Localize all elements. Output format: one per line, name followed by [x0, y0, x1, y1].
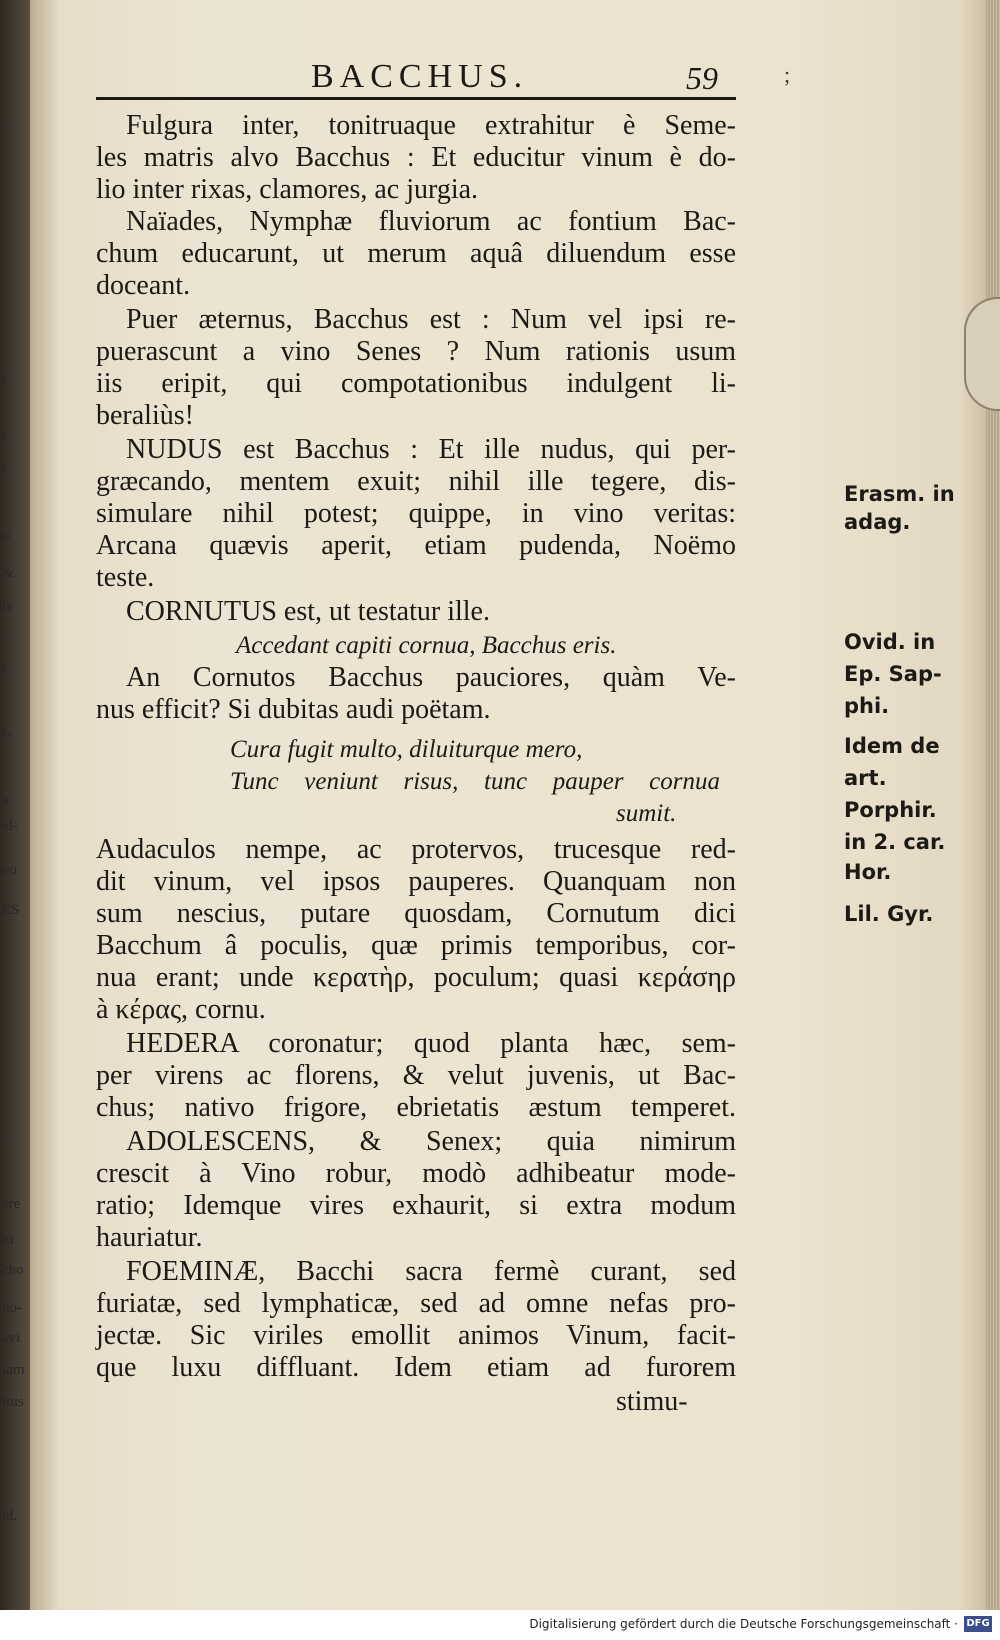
margin-note: Porphir.: [844, 798, 937, 822]
text-line: jectæ. Sic viriles emollit animos Vinum, facit-: [96, 1320, 736, 1351]
dfg-logo: DFG: [964, 1616, 992, 1632]
text-line: An Cornutos Bacchus pauciores, quàm Ve-: [126, 662, 736, 693]
prev-fragment: ul.: [2, 1508, 18, 1524]
text-line: NUDUS est Bacchus : Et ille nudus, qui per-: [126, 434, 736, 465]
bookmark-tab: [964, 297, 1000, 411]
verse-line: sumit.: [616, 800, 677, 827]
footer-bar: [0, 1610, 1000, 1640]
prev-fragment: cho: [2, 1262, 24, 1278]
page-edge-stack: [986, 0, 1000, 1610]
text-line: per virens ac florens, & velut juvenis, ut Bac-: [96, 1060, 736, 1091]
text-line: furiatæ, sed lymphaticæ, sed ad omne nefas pro-: [96, 1288, 736, 1319]
prev-fragment: i: [2, 662, 7, 678]
prev-fragment: ho-: [2, 1300, 22, 1316]
prev-fragment: ES: [2, 902, 20, 918]
text-line: puerascunt a vino Senes ? Num rationis usum: [96, 336, 736, 367]
prev-fragment: el-: [2, 818, 18, 834]
text-line: ratio; Idemque vires exhaurit, si extra modum: [96, 1190, 736, 1221]
prev-fragment: ou: [2, 862, 17, 878]
margin-note: Hor.: [844, 860, 892, 884]
prev-fragment: avi: [2, 1330, 21, 1346]
page-header: [96, 58, 791, 98]
prev-fragment: is: [2, 598, 13, 614]
margin-note: Ovid. in: [844, 630, 936, 654]
text-line: crescit à Vino robur, modò adhibeatur mode-: [96, 1158, 736, 1189]
text-line: doceant.: [96, 270, 191, 301]
verse-line: Accedant capiti cornua, Bacchus eris.: [236, 632, 617, 659]
text-line: chus; nativo frigore, ebrietatis æstum temperet.: [96, 1092, 736, 1123]
margin-note: in 2. car.: [844, 830, 946, 854]
prev-fragment: t: [2, 430, 7, 446]
text-line: FOEMINÆ, Bacchi sacra fermè curant, sed: [126, 1256, 736, 1287]
header-mark: ;: [784, 62, 791, 87]
catchword: stimu-: [616, 1386, 688, 1417]
text-line: nua erant; unde κερατὴρ, poculum; quasi κεράσηρ: [96, 962, 736, 993]
prev-fragment: c: [2, 370, 9, 386]
running-head: BACCHUS.: [311, 58, 529, 95]
text-line: dit vinum, vel ipsos pauperes. Quanquam non: [96, 866, 736, 897]
prev-fragment: i-: [2, 726, 12, 742]
margin-note: phi.: [844, 694, 890, 718]
text-line: beraliùs!: [96, 400, 194, 431]
text-line: teste.: [96, 562, 155, 593]
prev-fragment: &: [2, 565, 14, 581]
verse-line: Tunc veniunt risus, tunc pauper cornua: [230, 768, 720, 795]
text-line: simulare nihil potest; quippe, in vino veritas:: [96, 498, 736, 529]
margin-note: art.: [844, 766, 887, 790]
text-line: HEDERA coronatur; quod planta hæc, sem-: [126, 1028, 736, 1059]
text-line: Puer æternus, Bacchus est : Num vel ipsi re-: [126, 304, 736, 335]
margin-note: Idem de: [844, 734, 940, 758]
prev-fragment: ere: [2, 1196, 21, 1212]
prev-fragment: a: [2, 792, 9, 808]
text-line: que luxu diffluant. Idem etiam ad furorem: [96, 1352, 736, 1383]
text-line: Audaculos nempe, ac protervos, trucesque red-: [96, 834, 736, 865]
text-line: Fulgura inter, tonitruaque extrahitur è Seme-: [126, 110, 736, 141]
margin-note: Erasm. in: [844, 482, 955, 506]
margin-note: Lil. Gyr.: [844, 902, 934, 926]
prev-fragment: o: [2, 528, 10, 544]
prev-fragment: i: [2, 462, 7, 478]
margin-note: adag.: [844, 510, 911, 534]
text-line: græcando, mentem exuit; nihil ille tegere, dis-: [96, 466, 736, 497]
text-line: ADOLESCENS, & Senex; quia nimirum: [126, 1126, 736, 1157]
margin-note: Ep. Sap-: [844, 662, 942, 686]
previous-page-fragments: [0, 0, 26, 1610]
prev-fragment: tu: [2, 1232, 14, 1248]
text-line: Naïades, Nymphæ fluviorum ac fontium Bac-: [126, 206, 736, 237]
text-line: chum educarunt, ut merum aquâ diluendum esse: [96, 238, 736, 269]
text-line: hauriatur.: [96, 1222, 203, 1253]
text-line: Bacchum â poculis, quæ primis temporibus, cor-: [96, 930, 736, 961]
text-line: lio inter rixas, clamores, ac jurgia.: [96, 174, 479, 205]
prev-fragment: itus: [2, 1394, 24, 1410]
text-line: les matris alvo Bacchus : Et educitur vinum è do-: [96, 142, 736, 173]
text-line: nus efficit? Si dubitas audi poëtam.: [96, 694, 491, 725]
verse-line: Cura fugit multo, diluiturque mero,: [230, 736, 583, 763]
funding-notice: Digitalisierung gefördert durch die Deutsche Forschungsgemeinschaft ·: [529, 1617, 958, 1631]
header-rule: [96, 97, 736, 100]
page-number: 59: [686, 60, 718, 96]
prev-fragment: iam: [2, 1362, 25, 1378]
text-line: Arcana quævis aperit, etiam pudenda, Noëmo: [96, 530, 736, 561]
text-line: à κέρας, cornu.: [96, 994, 266, 1025]
text-line: sum nescius, putare quosdam, Cornutum dici: [96, 898, 736, 929]
text-line: iis eripit, qui compotationibus indulgent li-: [96, 368, 736, 399]
text-line: CORNUTUS est, ut testatur ille.: [126, 596, 490, 627]
